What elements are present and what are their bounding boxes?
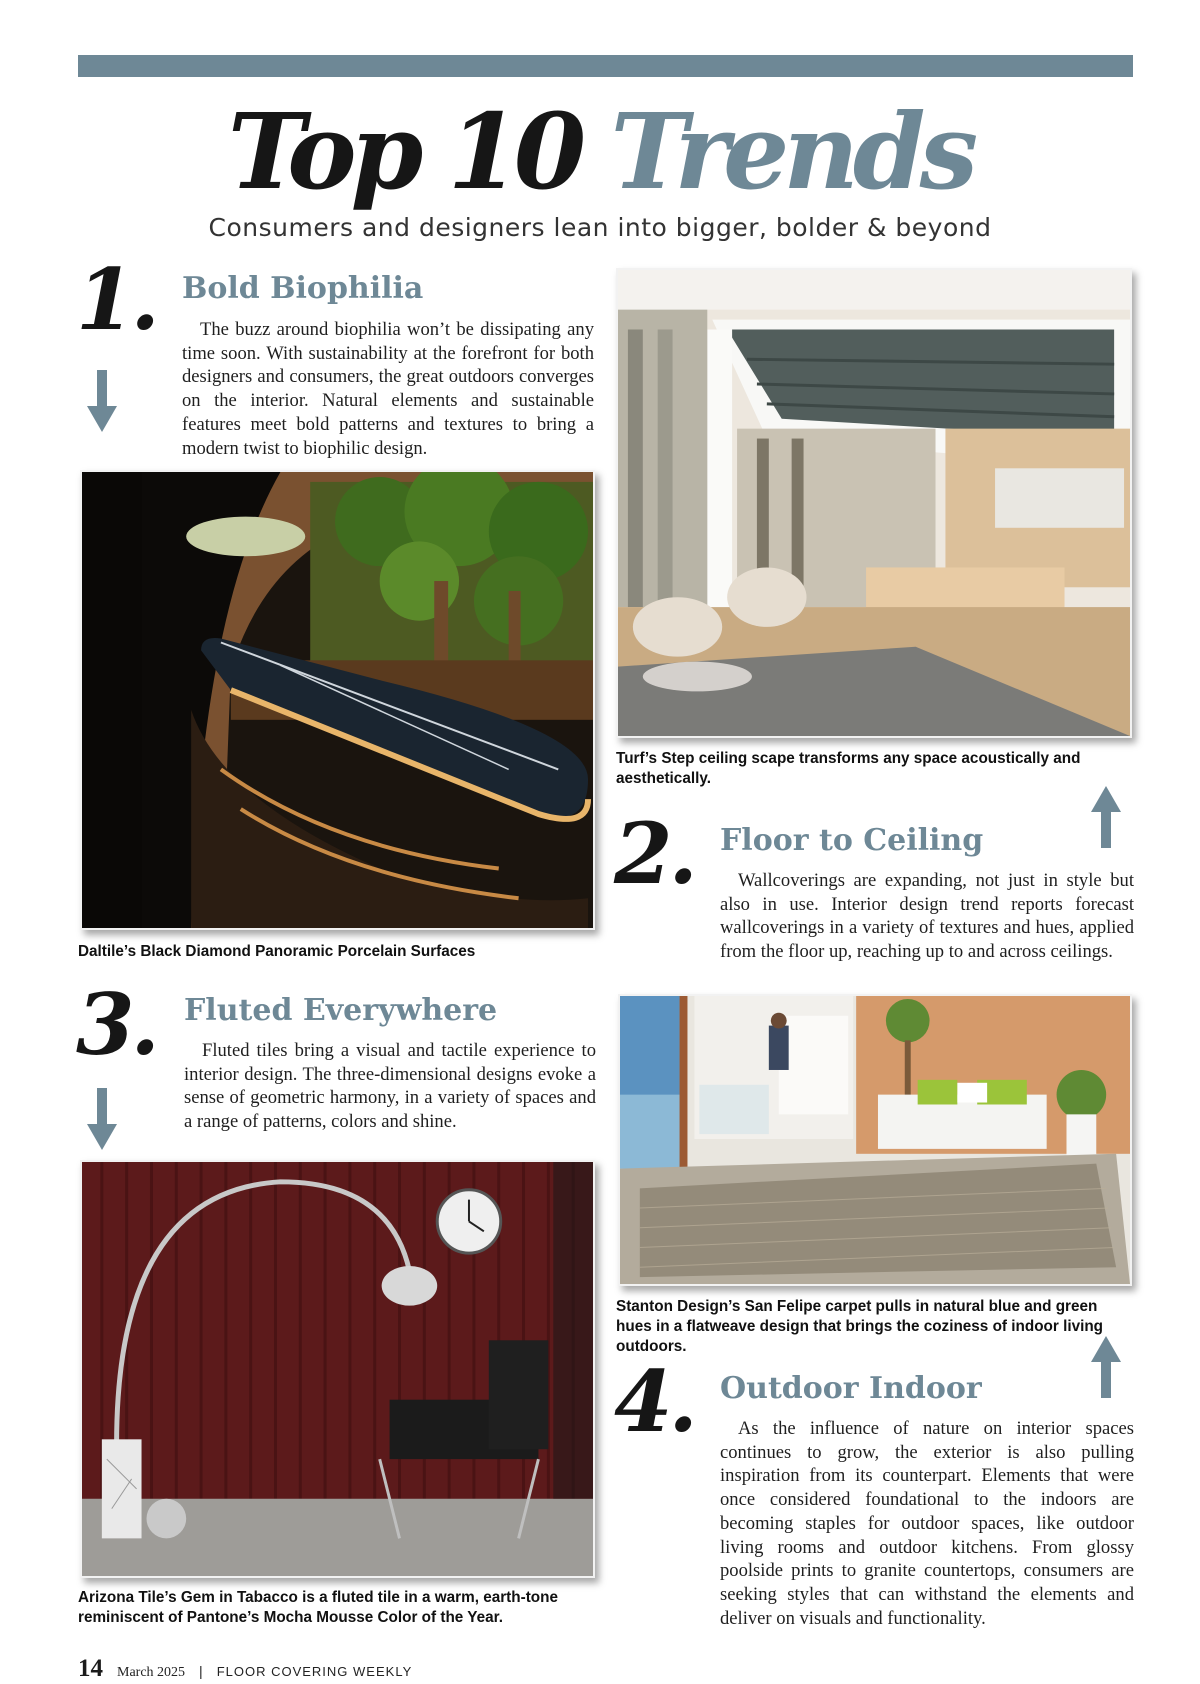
trend-4-heading: Outdoor Indoor (720, 1371, 982, 1406)
header-bar (78, 55, 1133, 77)
footer-separator: | (199, 1663, 203, 1679)
daltile-caption: Daltile’s Black Diamond Panoramic Porcelain Surfaces (78, 943, 476, 960)
trend-3-number: 3. (76, 975, 156, 1074)
arrow-up-icon (1091, 786, 1121, 848)
arrow-down-icon (87, 1088, 117, 1150)
trend-1-body: The buzz around biophilia won’t be dissipating any time soon. With sustainability at the forefront for both designers and consumers, the great outdoors converges on the interior. Natural elements and sustainable features meet bold patterns and textures to bring a modern twist to biophilic design. (182, 319, 594, 459)
page-title (0, 90, 1200, 213)
trend-2-heading: Floor to Ceiling (720, 823, 984, 858)
trend-4-body: As the influence of nature on interior spaces continues to grow, the exterior is also pulling inspiration from its counterpart. Elements that were once considered foundational to the indoors are becoming staples for outdoor spaces, like outdoor living rooms and outdoor kitchens. From glossy poolside prints to granite countertops, consumers are seeking styles that can withstand the elements and deliver on visuals and functionality. (720, 1418, 1134, 1629)
turf-caption: Turf’s Step ceiling scape transforms any space acoustically and aesthetically. (616, 750, 1081, 787)
trend-2-number: 2. (614, 804, 694, 903)
trend-1-heading: Bold Biophilia (182, 271, 424, 306)
turf-photo (616, 268, 1132, 738)
issue-date: March 2025 (117, 1665, 186, 1680)
stanton-caption: Stanton Design’s San Felipe carpet pulls in natural blue and green hues in a flatweave design that brings the coziness of indoor living outdoors. (616, 1298, 1104, 1355)
page-subtitle: Consumers and designers lean into bigger, bolder & beyond (208, 213, 992, 242)
trend-2-body: Wallcoverings are expanding, not just in style but also in use. Interior design trend reports forecast wallcoverings in a variety of textures and hues, applied from the floor up, reaching up to and across ceilings. (720, 870, 1134, 963)
page-number: 14 (78, 1655, 103, 1682)
arrow-down-icon (87, 370, 117, 432)
title-part-2: Trends (610, 90, 973, 213)
trend-3-heading: Fluted Everywhere (184, 993, 498, 1028)
arizona-caption: Arizona Tile’s Gem in Tabacco is a fluted tile in a warm, earth-tone reminiscent of Pantone’s Mocha Mousse Color of the Year. (78, 1589, 558, 1626)
stanton-photo (618, 994, 1132, 1286)
title-part-1: Top 10 (227, 90, 611, 213)
trend-4-number: 4. (614, 1352, 694, 1451)
page-footer (78, 1655, 412, 1683)
arrow-up-icon (1091, 1336, 1121, 1398)
trend-3-body: Fluted tiles bring a visual and tactile experience to interior design. The three-dimensional designs evoke a sense of geometric harmony, in a variety of spaces and a range of patterns, colors and shine. (184, 1040, 596, 1133)
trend-1-number: 1. (76, 250, 156, 349)
publication-name: FLOOR COVERING WEEKLY (216, 1664, 413, 1679)
daltile-photo (80, 470, 595, 930)
arizona-photo (80, 1160, 595, 1578)
